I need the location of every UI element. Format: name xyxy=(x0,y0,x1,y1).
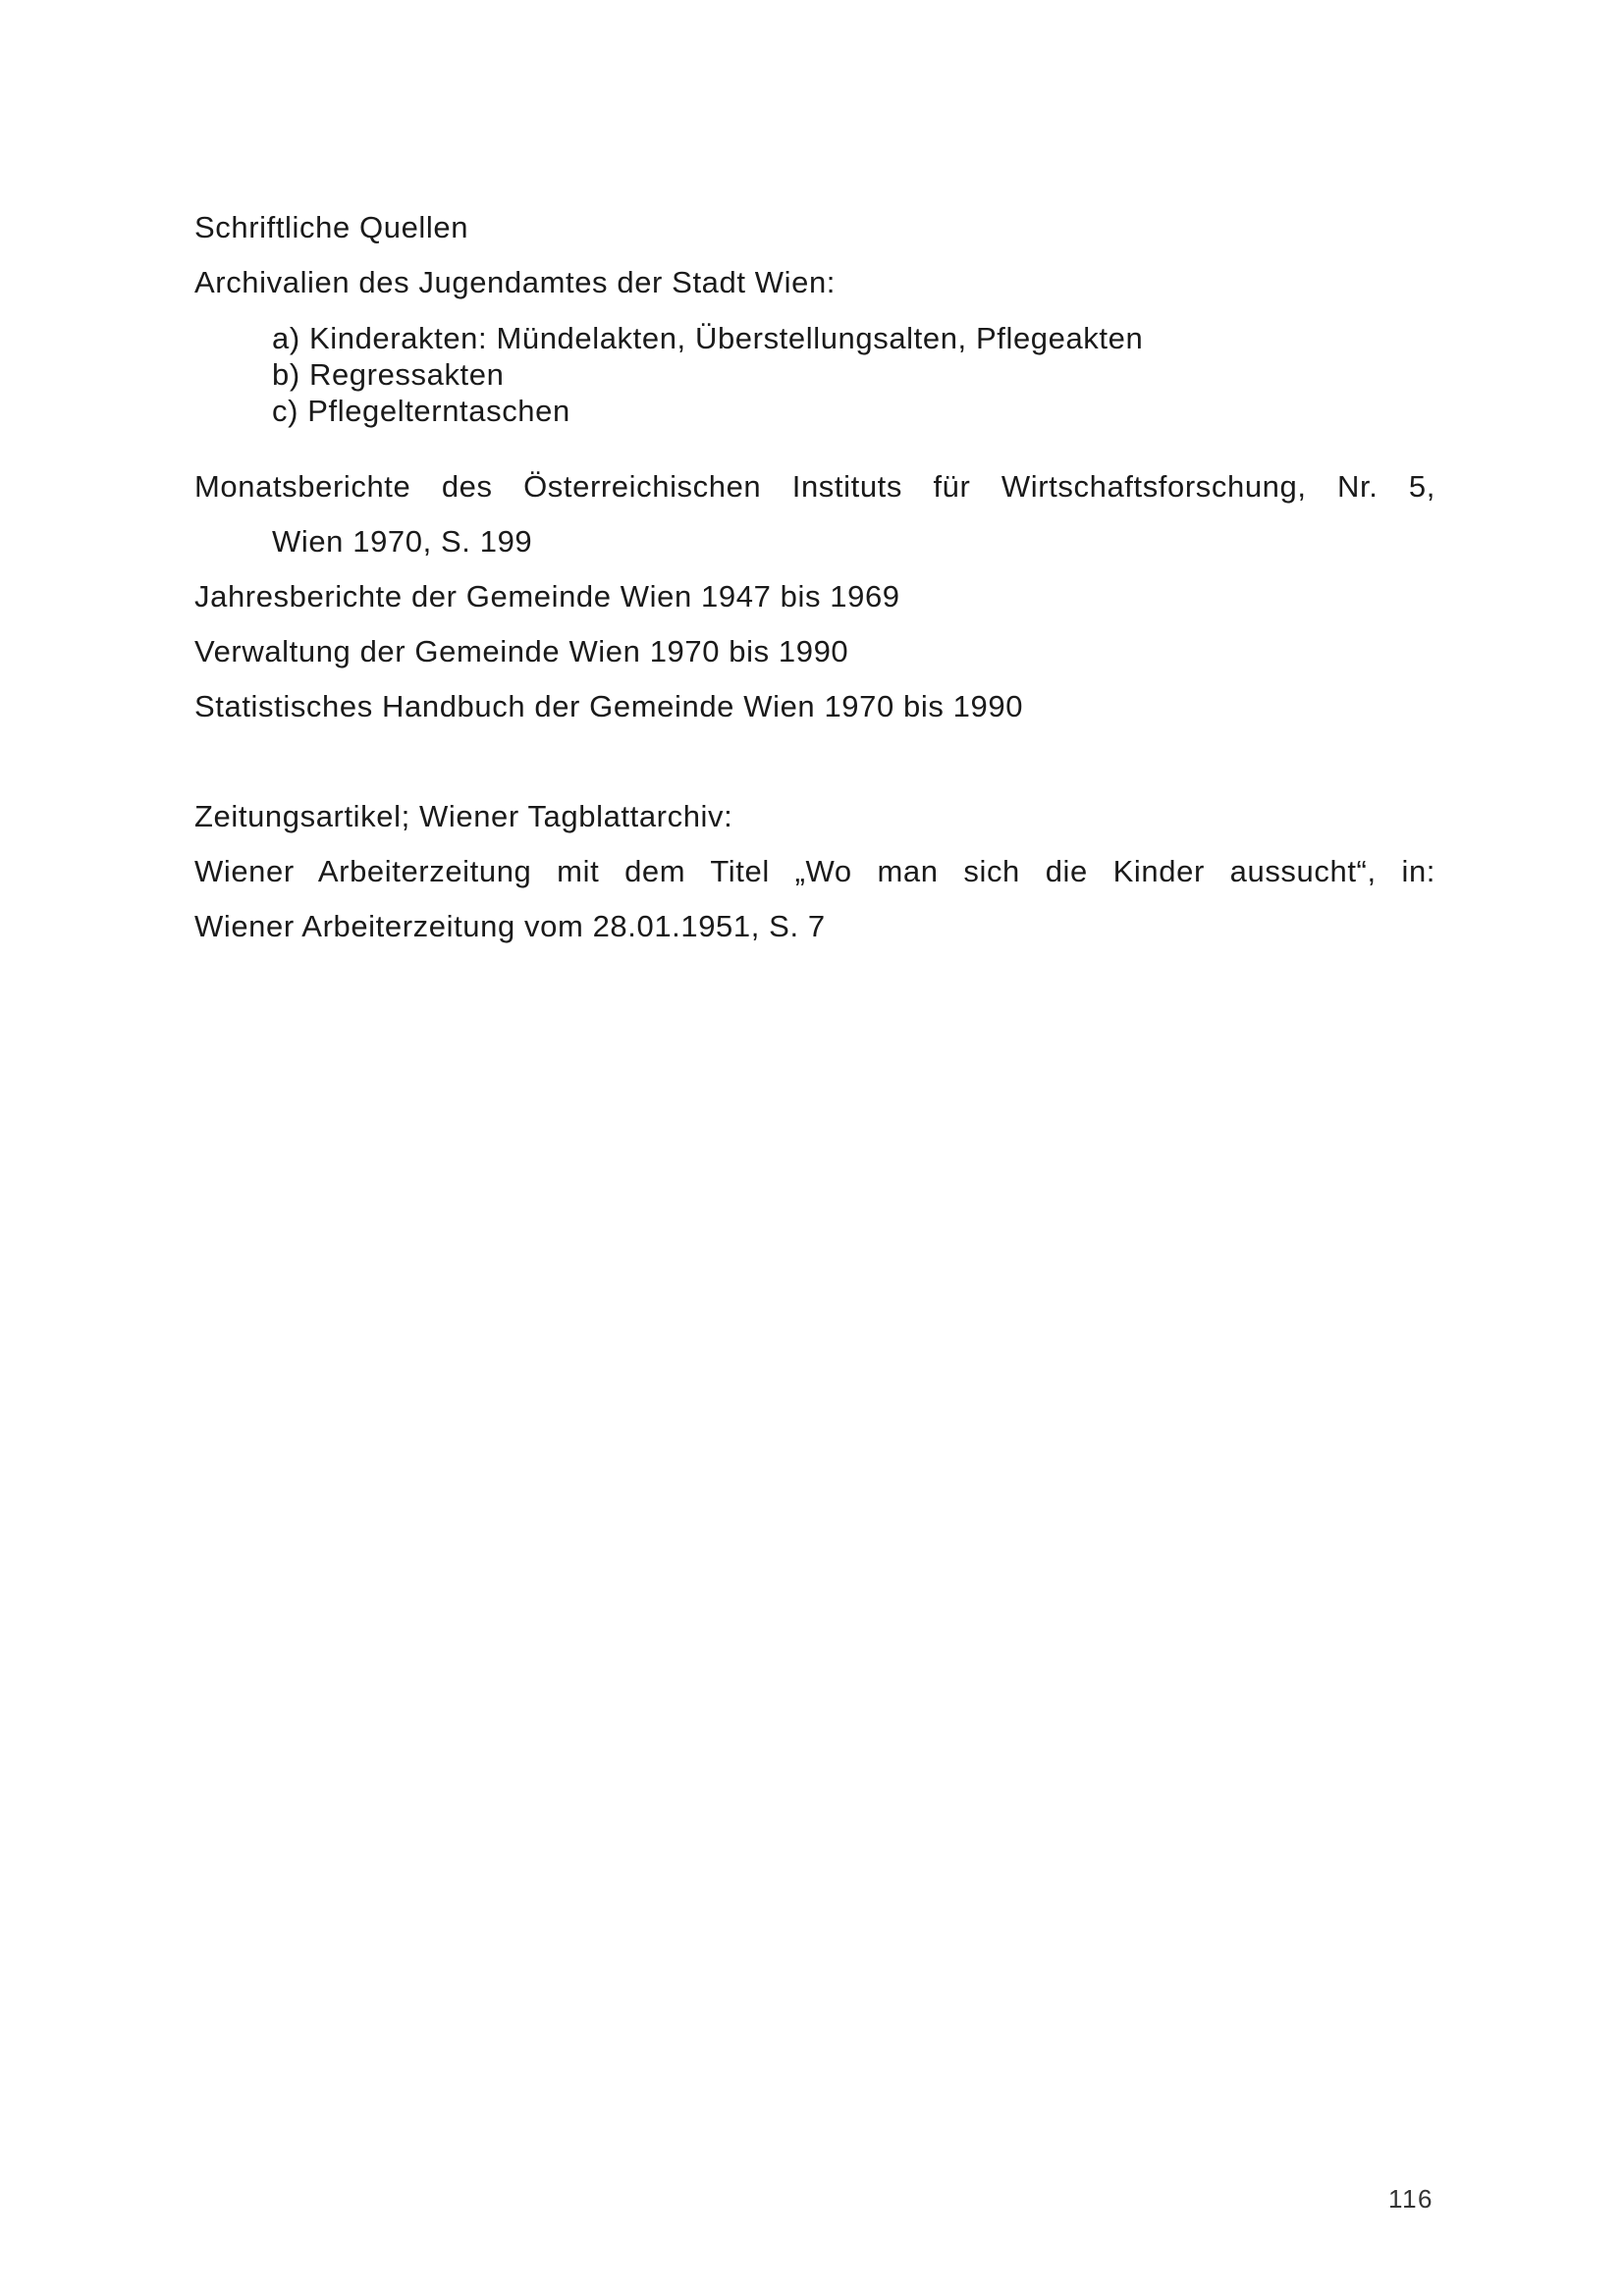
monthly-reports-line-1: Monatsberichte des Österreichischen Instituts für Wirtschaftsforschung, Nr. 5, xyxy=(194,469,1435,504)
statistical-handbook: Statistisches Handbuch der Gemeinde Wien 1970 bis 1990 xyxy=(194,689,1024,723)
archive-list xyxy=(272,320,1143,429)
archive-intro: Archivalien des Jugendamtes der Stadt Wien: xyxy=(194,265,837,299)
newspaper-article-line-2: Wiener Arbeiterzeitung vom 28.01.1951, S. 7 xyxy=(194,909,826,943)
list-item: b) Regressakten xyxy=(272,357,505,392)
list-item: a) Kinderakten: Mündelakten, Überstellungsalten, Pflegeakten xyxy=(272,321,1144,355)
page-number: 116 xyxy=(1388,2184,1434,2214)
annual-reports: Jahresberichte der Gemeinde Wien 1947 bis 1969 xyxy=(194,579,900,614)
monthly-reports-line-2: Wien 1970, S. 199 xyxy=(272,524,533,559)
list-item: c) Pflegelterntaschen xyxy=(272,394,570,428)
newspaper-article-line-1: Wiener Arbeiterzeitung mit dem Titel „Wo man sich die Kinder aussucht“, in: xyxy=(194,854,1435,888)
newspaper-heading: Zeitungsartikel; Wiener Tagblattarchiv: xyxy=(194,799,733,833)
section-heading: Schriftliche Quellen xyxy=(194,210,469,244)
administration-reports: Verwaltung der Gemeinde Wien 1970 bis 1990 xyxy=(194,634,849,668)
